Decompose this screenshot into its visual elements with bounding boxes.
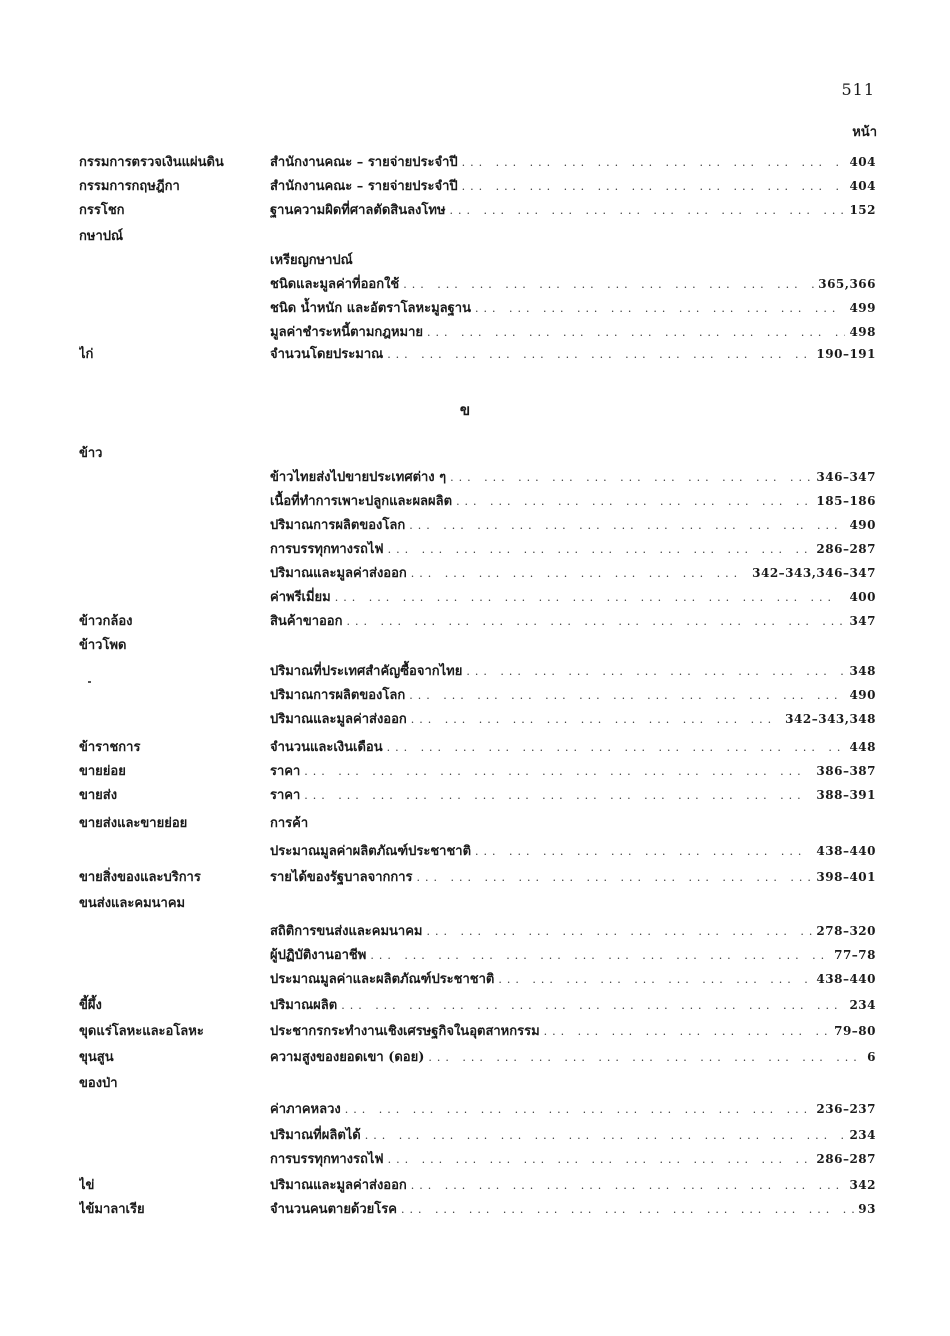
index-row xyxy=(0,249,950,271)
index-term: ไข้มาลาเรีย xyxy=(79,1202,145,1217)
index-entry xyxy=(270,708,876,729)
index-row xyxy=(0,840,950,862)
dot-leader xyxy=(347,615,846,628)
index-entry xyxy=(270,736,876,757)
index-term: ข้าวกล้อง xyxy=(79,614,133,629)
index-row xyxy=(0,586,950,608)
index-row xyxy=(0,736,950,758)
dot-leader xyxy=(427,925,813,938)
index-term: กษาปณ์ xyxy=(79,229,124,244)
page-reference: 398–401 xyxy=(816,870,876,884)
entry-label: การค้า xyxy=(270,816,309,831)
page-reference: 93 xyxy=(858,1202,876,1216)
index-term: ข้าว xyxy=(79,446,103,461)
index-row xyxy=(0,466,950,488)
index-entry xyxy=(270,249,876,270)
entry-label: สำนักงานคณะ – รายจ่ายประจำปี xyxy=(270,155,458,170)
dot-leader xyxy=(456,495,812,508)
index-entry xyxy=(270,490,876,511)
index-row xyxy=(0,225,950,247)
page-reference: 152 xyxy=(849,203,876,217)
index-row xyxy=(0,1046,950,1068)
index-term: กรรมการกฤษฎีกา xyxy=(79,179,180,194)
page-number: 511 xyxy=(841,80,875,99)
index-term: ข้าวโพด xyxy=(79,638,127,653)
page-reference: 438–440 xyxy=(816,972,876,986)
index-row xyxy=(0,1098,950,1120)
index-term: กรรมการตรวจเงินแผ่นดิน xyxy=(79,155,224,170)
entry-label: มูลค่าชำระหนี้ตามกฎหมาย xyxy=(270,325,424,340)
dot-leader xyxy=(462,156,846,169)
index-term: ขายส่ง xyxy=(79,788,118,803)
index-term: ขายสิ่งของและบริการ xyxy=(79,870,201,885)
index-row xyxy=(0,660,950,682)
dot-leader xyxy=(544,1025,830,1038)
index-row xyxy=(0,1020,950,1042)
page-reference: 190–191 xyxy=(816,347,876,361)
page-reference: 234 xyxy=(849,998,876,1012)
index-term: ขนส่งและคมนาคม xyxy=(79,896,186,911)
index-entry xyxy=(270,866,876,887)
entry-label: ประมาณมูลค่าผลิตภัณฑ์ประชาชาติ xyxy=(270,844,472,859)
index-entry xyxy=(270,812,876,833)
index-row xyxy=(0,866,950,888)
index-entry xyxy=(270,273,876,294)
entry-label: สถิติการขนส่งและคมนาคม xyxy=(270,924,423,939)
dot-leader xyxy=(409,519,845,532)
index-row xyxy=(0,321,950,343)
dot-leader xyxy=(341,999,845,1012)
index-entry xyxy=(270,175,876,196)
index-row xyxy=(0,892,950,914)
page-reference: 234 xyxy=(849,1128,876,1142)
section-letter: ข xyxy=(459,401,471,419)
page-reference: 438–440 xyxy=(816,844,876,858)
dot-leader xyxy=(335,591,846,604)
index-term: ของป่า xyxy=(79,1076,118,1091)
dot-leader xyxy=(475,845,812,858)
index-term: ไก่ xyxy=(79,347,94,362)
dot-leader xyxy=(411,567,748,580)
entry-label: จำนวนคนตายด้วยโรค xyxy=(270,1202,397,1217)
index-term: ไข่ xyxy=(79,1178,95,1193)
index-term: กรรโชก xyxy=(79,203,125,218)
index-row xyxy=(0,812,950,834)
entry-label: เหรียญกษาปณ์ xyxy=(270,253,353,268)
index-row xyxy=(0,538,950,560)
entry-label: สินค้าขาออก xyxy=(270,614,343,629)
index-row xyxy=(0,514,950,536)
dot-leader xyxy=(411,713,781,726)
page-reference: 77–78 xyxy=(834,948,876,962)
entry-label: จำนวนและเงินเดือน xyxy=(270,740,383,755)
index-term: ขุนสูน xyxy=(79,1050,114,1065)
index-row xyxy=(0,634,950,656)
page-reference: 79–80 xyxy=(834,1024,876,1038)
page-reference: 498 xyxy=(849,325,876,339)
entry-label: ปริมาณการผลิตของโลก xyxy=(270,688,406,703)
index-entry xyxy=(270,1124,876,1145)
index-entry xyxy=(270,151,876,172)
page-reference: 347 xyxy=(849,614,876,628)
index-entry xyxy=(270,660,876,681)
index-row xyxy=(0,1174,950,1196)
index-entry xyxy=(270,321,876,342)
index-entry xyxy=(270,610,876,631)
dot-leader xyxy=(401,1203,854,1216)
index-entry xyxy=(270,297,876,318)
dot-leader xyxy=(417,871,813,884)
page-reference: 490 xyxy=(849,688,876,702)
page-reference: 388–391 xyxy=(816,788,876,802)
entry-label: การบรรทุกทางรถไฟ xyxy=(270,542,384,557)
entry-label: ประชากรกระทำงานเชิงเศรษฐกิจในอุตสาหกรรม xyxy=(270,1024,540,1039)
index-row xyxy=(0,1072,950,1094)
entry-label: ราคา xyxy=(270,764,301,779)
dot-leader xyxy=(409,689,845,702)
index-row xyxy=(0,151,950,173)
entry-label: ค่าพรีเมี่ยม xyxy=(270,590,331,605)
index-entry xyxy=(270,538,876,559)
page-reference: 348 xyxy=(849,664,876,678)
index-term: ขี้ผึ้ง xyxy=(79,998,102,1013)
dot-leader xyxy=(411,1179,846,1192)
entry-label: ชนิดและมูลค่าที่ออกใช้ xyxy=(270,277,400,292)
index-entry xyxy=(270,586,876,607)
page-reference: 286–287 xyxy=(816,1152,876,1166)
index-entry xyxy=(270,968,876,989)
dot-leader xyxy=(365,1129,846,1142)
dot-leader xyxy=(370,949,830,962)
dot-leader xyxy=(388,543,813,556)
page-reference: 365,366 xyxy=(818,277,876,291)
page-reference: 400 xyxy=(849,590,876,604)
index-row xyxy=(0,199,950,221)
dot-leader xyxy=(462,180,846,193)
index-entry xyxy=(270,199,876,220)
index-row xyxy=(0,343,950,365)
index-entry xyxy=(270,514,876,535)
page-column-heading: หน้า xyxy=(852,125,877,140)
index-entry xyxy=(270,684,876,705)
index-row xyxy=(0,684,950,706)
dot-leader xyxy=(345,1103,813,1116)
index-term: ขุดแร่โลหะและอโลหะ xyxy=(79,1024,204,1039)
page-reference: 404 xyxy=(849,179,876,193)
entry-label: ฐานความผิดที่ศาลตัดสินลงโทษ xyxy=(270,203,446,218)
index-entry xyxy=(270,760,876,781)
index-entry xyxy=(270,944,876,965)
entry-label: ปริมาณผลิต xyxy=(270,998,338,1013)
index-row xyxy=(0,1198,950,1220)
index-term: ขายย่อย xyxy=(79,764,126,779)
index-entry xyxy=(270,1148,876,1169)
index-row xyxy=(0,297,950,319)
index-row xyxy=(0,490,950,512)
entry-label: ปริมาณที่ประเทศสำคัญซื้อจากไทย xyxy=(270,664,463,679)
entry-label: ปริมาณและมูลค่าส่งออก xyxy=(270,712,407,727)
entry-label: ปริมาณที่ผลิตได้ xyxy=(270,1128,361,1143)
index-row xyxy=(0,944,950,966)
entry-label: ปริมาณการผลิตของโลก xyxy=(270,518,406,533)
index-entry xyxy=(270,1098,876,1119)
index-entry xyxy=(270,562,876,583)
index-row xyxy=(0,1148,950,1170)
dot-leader xyxy=(304,789,812,802)
page-reference: 236–237 xyxy=(816,1102,876,1116)
dot-leader xyxy=(388,1153,813,1166)
page-reference: 342 xyxy=(849,1178,876,1192)
dot-leader xyxy=(475,302,845,315)
entry-label: ข้าวไทยส่งไปขายประเทศต่าง ๆ xyxy=(270,470,447,485)
page-reference: 185–186 xyxy=(816,494,876,508)
entry-label: รายได้ของรัฐบาลจากการ xyxy=(270,870,413,885)
page-reference: 448 xyxy=(849,740,876,754)
dot-leader xyxy=(450,471,812,484)
entry-label: ค่าภาคหลวง xyxy=(270,1102,341,1117)
page-reference: 342–343,346–347 xyxy=(752,566,876,580)
index-row xyxy=(0,1124,950,1146)
entry-label: ปริมาณและมูลค่าส่งออก xyxy=(270,1178,407,1193)
entry-label: การบรรทุกทางรถไฟ xyxy=(270,1152,384,1167)
page-reference: 278–320 xyxy=(816,924,876,938)
entry-label: ราคา xyxy=(270,788,301,803)
index-row xyxy=(0,442,950,464)
index-entry xyxy=(270,994,876,1015)
index-row xyxy=(0,562,950,584)
dot-leader xyxy=(427,326,845,339)
index-term: ขายส่งและขายย่อย xyxy=(79,816,188,831)
page-reference: 342–343,348 xyxy=(785,712,876,726)
dot-leader xyxy=(304,765,812,778)
index-entry xyxy=(270,920,876,941)
entry-label: ประมาณมูลค่าและผลิตภัณฑ์ประชาชาติ xyxy=(270,972,495,987)
index-row xyxy=(0,760,950,782)
index-entry xyxy=(270,1174,876,1195)
index-row xyxy=(0,968,950,990)
index-entry xyxy=(270,784,876,805)
page-reference: 499 xyxy=(849,301,876,315)
entry-label: สำนักงานคณะ – รายจ่ายประจำปี xyxy=(270,179,458,194)
dot-leader xyxy=(466,665,845,678)
entry-label: จำนวนโดยประมาณ xyxy=(270,347,384,362)
page-reference: 404 xyxy=(849,155,876,169)
index-entry xyxy=(270,840,876,861)
page-reference: 6 xyxy=(867,1050,876,1064)
index-row xyxy=(0,610,950,632)
index-row xyxy=(0,175,950,197)
index-row xyxy=(0,708,950,730)
page-reference: 286–287 xyxy=(816,542,876,556)
dot-leader xyxy=(387,348,812,361)
entry-label: ชนิด น้ำหนัก และอัตราโลหะมูลฐาน xyxy=(270,301,471,316)
entry-label: ความสูงของยอดเขา (ดอย) xyxy=(270,1050,425,1065)
entry-label: ผู้ปฏิบัติงานอาชีพ xyxy=(270,948,367,963)
index-row xyxy=(0,784,950,806)
dot-leader xyxy=(428,1051,863,1064)
index-entry xyxy=(270,1198,876,1219)
entry-label: เนื้อที่ทำการเพาะปลูกและผลผลิต xyxy=(270,494,453,509)
page-reference: 386–387 xyxy=(816,764,876,778)
index-row xyxy=(0,273,950,295)
index-entry xyxy=(270,1046,876,1067)
dot-leader xyxy=(403,278,814,291)
index-entry xyxy=(270,466,876,487)
index-entry xyxy=(270,1020,876,1041)
entry-label: ปริมาณและมูลค่าส่งออก xyxy=(270,566,407,581)
page-reference: 490 xyxy=(849,518,876,532)
dot-leader xyxy=(450,204,846,217)
dot-leader xyxy=(498,973,812,986)
index-entry xyxy=(270,343,876,364)
page-reference: 346–347 xyxy=(816,470,876,484)
index-term: ข้าราชการ xyxy=(79,740,141,755)
dot-leader xyxy=(387,741,846,754)
index-row xyxy=(0,920,950,942)
index-row xyxy=(0,994,950,1016)
